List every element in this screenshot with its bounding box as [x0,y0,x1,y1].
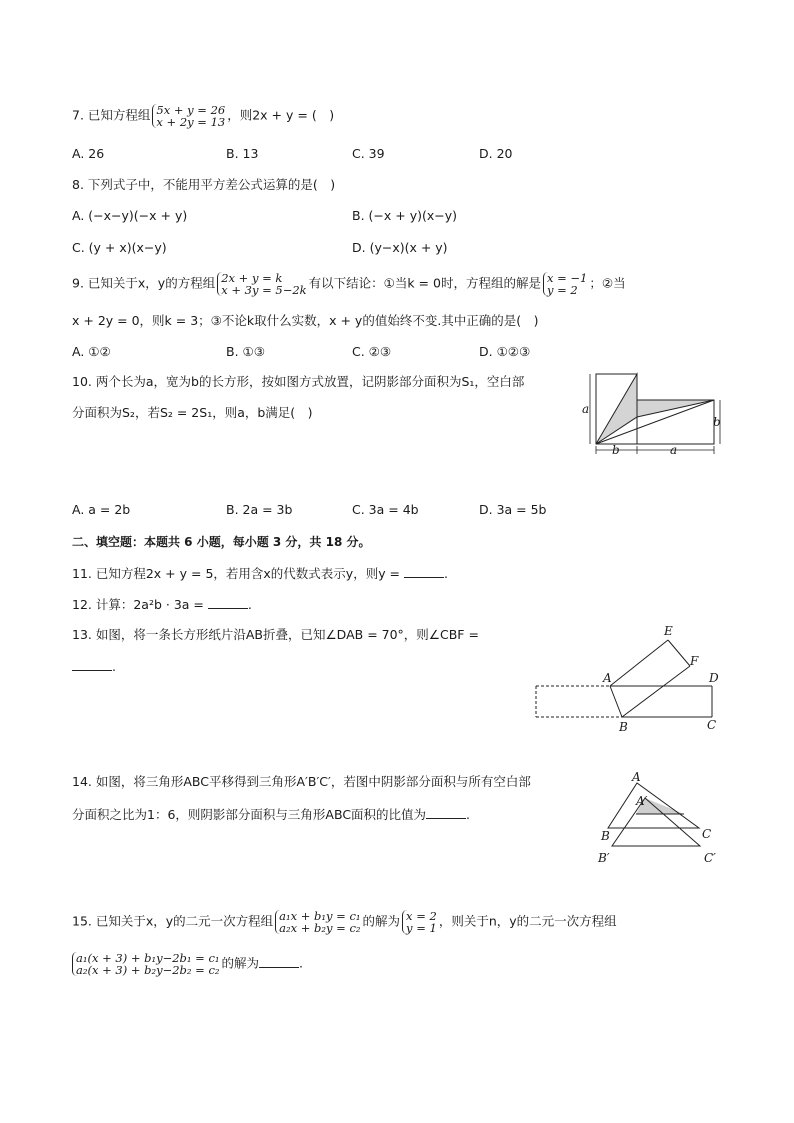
q7-sys2: x + 2y = 13 [156,115,226,129]
section2-heading: 二、填空题：本题共 6 小题，每小题 3 分，共 18 分。 [72,535,371,549]
q7-system [152,104,225,128]
q10-option-c: C. 3a = 4b [352,502,419,517]
q10-line1: 10. 两个长为a，宽为b的长方形，按如图方式放置，记阴影部分面积为S₁，空白部 [72,374,525,389]
q10-label-b-right: b [713,415,721,429]
q12-stem: 12. 计算：2a²b · 3a = [72,597,204,612]
q8-option-a: A. (−x−y)(−x + y) [72,208,188,223]
q9-option-d: D. ①②③ [479,344,531,359]
q8-option-c: C. (y + x)(x−y) [72,240,167,255]
q9-sys1: 2x + y = k [221,271,283,285]
q8-option-d: D. (y−x)(x + y) [352,240,448,255]
q14-line2-text: 分面积之比为1：6，则阴影部分面积与三角形ABC面积的比值为 [72,807,427,822]
q8-option-b: B. (−x + y)(x−y) [352,208,457,223]
q15-stem-b: 的解为 [362,913,401,929]
q10-figure [582,370,732,465]
q13-label-D: D [709,671,719,685]
q12 [72,596,252,613]
q15-sol1: x = 2 [406,909,437,923]
q9-option-c: C. ②③ [352,344,392,359]
q15-end: . [299,955,304,971]
q15-sys3: a₁(x + 3) + b₁y−2b₁ = c₁ [76,951,220,965]
q15-sys2: a₂x + b₂y = c₂ [279,921,361,935]
q11-answer-blank[interactable] [404,565,444,578]
q13-line1: 13. 如图，将一条长方形纸片沿AB折叠，已知∠DAB = 70°，则∠CBF = [72,627,479,642]
q9-stem-a: 9. 已知关于x，y的方程组 [72,275,216,291]
q13-label-C: C [707,718,717,732]
q9-stem-b: 有以下结论：①当k = 0时，方程组的解是 [308,275,541,291]
q7-sys1: 5x + y = 26 [156,103,226,117]
q7-option-b: B. 13 [226,146,259,161]
q13-answer-blank[interactable] [72,658,112,671]
q11-end: . [444,566,449,581]
q13-end: . [112,659,116,674]
q12-answer-blank[interactable] [208,596,248,609]
q15-system [275,910,360,934]
q10-label-b-bottom: b [612,443,620,457]
q10-line2: 分面积为S₂，若S₂ = 2S₁，则a，b满足( ) [72,405,313,420]
q9-line2: x + 2y = 0，则k = 3；③不论k取什么实数，x + y的值始终不变.其中正确的是( ) [72,313,539,328]
q9-option-b: B. ①③ [226,344,265,359]
q15-stem [72,910,617,934]
q15-stem-a: 15. 已知关于x，y的二元一次方程组 [72,913,274,929]
q9-sys2: x + 3y = 5−2k [221,283,307,297]
q14-label-A: A [632,770,641,784]
q9-stem [72,272,626,296]
q7-stem [72,104,334,128]
q15-system2 [72,952,220,976]
q14-line1: 14. 如图，将三角形ABC平移得到三角形A′B′C′，若图中阴影部分面积与所有空白部 [72,774,531,789]
q15-answer-blank[interactable] [259,955,299,968]
q9-solution [543,272,587,296]
q7-stem-b: ，则2x + y = ( ) [227,107,335,123]
q8-stem: 8. 下列式子中，不能用平方差公式运算的是( ) [72,177,336,192]
q10-option-a: A. a = 2b [72,502,131,517]
q14-label-A-prime: A′ [636,794,648,808]
q7-option-a: A. 26 [72,146,105,161]
q11-stem: 11. 已知方程2x + y = 5，若用含x的代数式表示y，则y = [72,566,401,581]
q14-answer-blank[interactable] [426,806,466,819]
q13-label-E: E [664,624,673,638]
q13-figure [530,624,730,734]
q14-label-B-prime: B′ [598,851,610,865]
q13-label-A: A [603,671,612,685]
q15-stem-d: 的解为 [221,955,260,971]
q15-sol2: y = 1 [406,921,437,935]
q11 [72,565,448,582]
q9-system [217,272,306,296]
q10-label-a-bottom: a [670,443,678,457]
q9-option-a: A. ①② [72,344,111,359]
q10-label-a-left: a [582,402,590,416]
q10-shaded-upper [596,374,637,444]
q14-label-B: B [601,829,610,843]
q12-end: . [247,597,252,612]
q14-label-C-prime: C′ [704,851,716,865]
q14-end: . [466,807,471,822]
q9-stem-c: ；②当 [589,275,626,291]
q14-line2 [72,806,470,823]
q7-stem-a: 7. 已知方程组 [72,107,151,123]
q7-option-c: C. 39 [352,146,385,161]
q13-line2 [72,658,116,675]
q14-label-C: C [702,827,712,841]
q13-label-B: B [619,720,628,734]
q13-label-F: F [690,654,699,668]
q15-sys1: a₁x + b₁y = c₁ [279,909,361,923]
q7-option-d: D. 20 [479,146,513,161]
q9-sol2: y = 2 [546,283,578,297]
q15-line2 [72,952,303,976]
q14-figure [596,772,731,867]
q15-stem-c: ，则关于n，y的二元一次方程组 [438,913,617,929]
q15-sys4: a₂(x + 3) + b₂y−2b₂ = c₂ [76,963,220,977]
q9-sol1: x = −1 [546,271,588,285]
q10-option-b: B. 2a = 3b [226,502,293,517]
q10-option-d: D. 3a = 5b [479,502,547,517]
q15-solution [402,910,437,934]
